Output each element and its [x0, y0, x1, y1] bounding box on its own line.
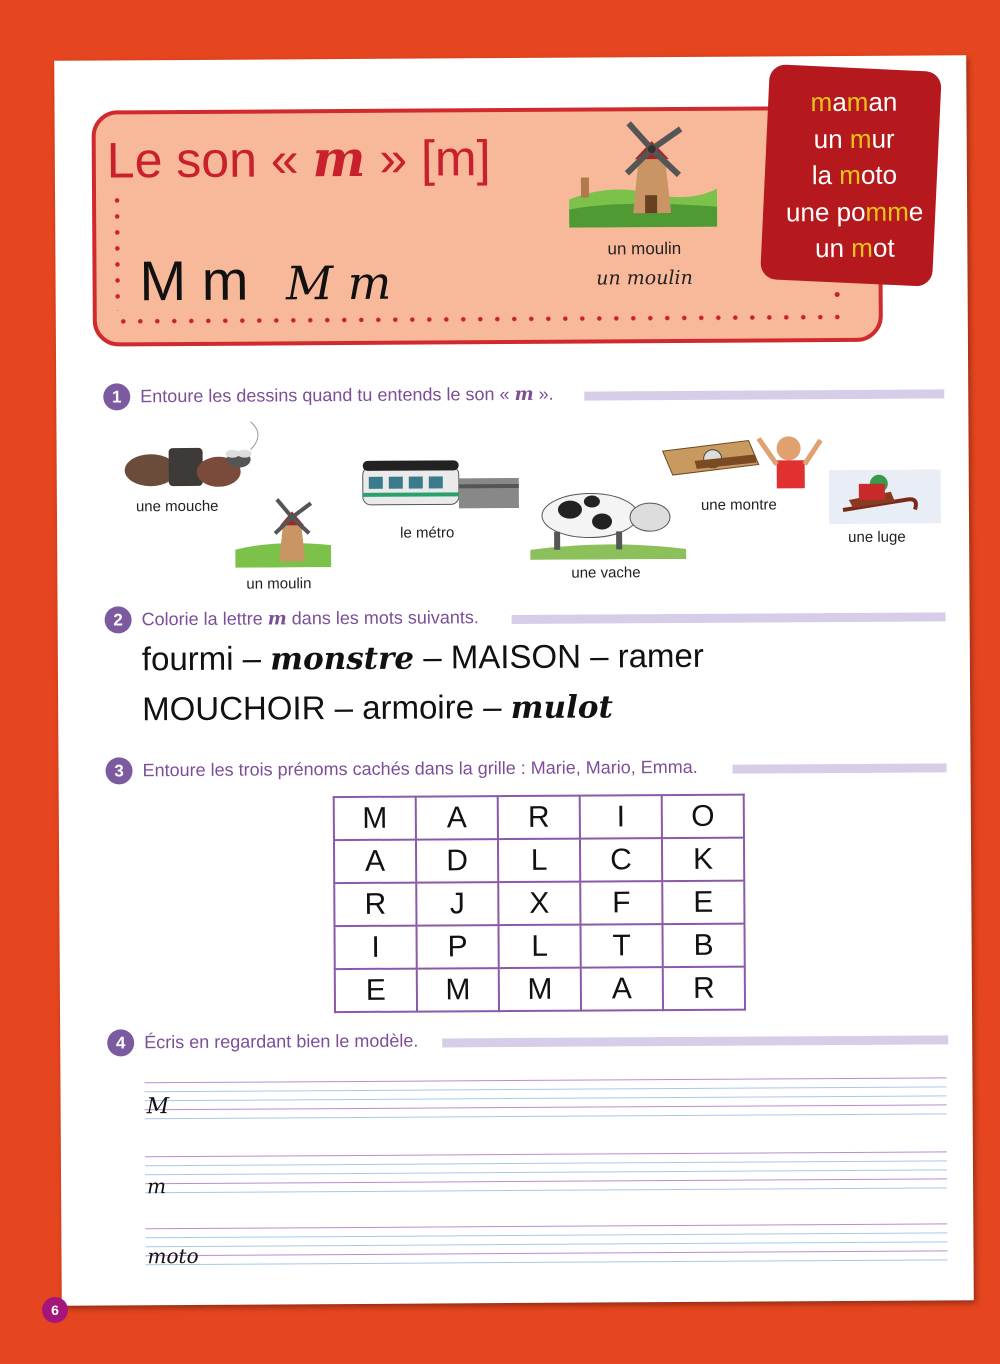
fly-icon[interactable]: [120, 419, 270, 492]
grid-cell[interactable]: R: [334, 883, 416, 927]
exercise-1-bar: [584, 389, 944, 400]
word-list: [766, 83, 942, 267]
grid-row: [334, 838, 744, 884]
model-word: moto: [147, 1243, 199, 1269]
grid-cell[interactable]: X: [498, 882, 580, 926]
sled-icon[interactable]: [829, 469, 941, 524]
exercise-3-number: 3: [105, 757, 132, 784]
grid-cell[interactable]: T: [580, 924, 662, 968]
metro-train-icon[interactable]: [361, 456, 521, 513]
word-list-item: maman: [810, 86, 898, 118]
word-list-item: une pomme: [785, 195, 924, 227]
grid-cell[interactable]: F: [580, 881, 662, 925]
cursive-letters: M m: [285, 255, 392, 311]
grid-row: [334, 881, 744, 927]
grid-row: [334, 924, 744, 970]
writing-guide-line: [145, 1241, 947, 1247]
writing-guide-line: [145, 1095, 947, 1101]
grid-row: [334, 795, 744, 841]
exercise-2-instruction: Colorie la lettre m dans les mots suivants.: [141, 607, 479, 630]
exercise-3-instruction: Entoure les trois prénoms cachés dans la grille : Marie, Mario, Emma.: [142, 756, 698, 781]
exercise-2-number: 2: [105, 606, 132, 633]
grid-cell[interactable]: A: [581, 967, 663, 1011]
writing-guide-line: [145, 1187, 947, 1193]
grid-cell[interactable]: I: [580, 795, 662, 839]
watch-icon[interactable]: [658, 426, 826, 495]
writing-guide-line: [146, 1250, 948, 1256]
model-letter: M: [146, 1094, 170, 1120]
grid-cell[interactable]: R: [498, 796, 580, 840]
word-line-1: fourmi – monstre – MAISON – ramer: [141, 636, 704, 678]
page-title: Le son « m » [m]: [106, 128, 491, 189]
writing-guide-line: [145, 1151, 947, 1157]
exercise-1-number: 1: [103, 383, 130, 410]
grid-cell[interactable]: E: [335, 969, 417, 1013]
grid-cell[interactable]: K: [662, 838, 744, 882]
writing-guide-line: [145, 1232, 947, 1238]
word-list-item: un mot: [815, 232, 895, 264]
word-line-2: MOUCHOIR – armoire – mulot: [142, 688, 613, 728]
writing-guide-line: [145, 1178, 947, 1184]
worksheet-page: [54, 55, 974, 1306]
grid-row: [335, 967, 745, 1013]
page-number: 6: [42, 1297, 68, 1323]
exercise-1-instruction: Entoure les dessins quand tu entends le son « m ».: [140, 383, 554, 407]
picture-label: le métro: [400, 524, 455, 542]
grid-cell[interactable]: R: [663, 967, 745, 1011]
grid-cell[interactable]: B: [662, 924, 744, 968]
illustration-label: un moulin: [607, 238, 682, 259]
dotted-border-vertical: [114, 192, 121, 310]
writing-lines[interactable]: [144, 1077, 947, 1272]
word-list-item: la moto: [811, 159, 898, 191]
illustration-label-cursive: un moulin: [596, 266, 693, 290]
grid-cell[interactable]: M: [499, 968, 581, 1012]
writing-guide-line: [145, 1160, 947, 1166]
picture-label: une luge: [848, 528, 906, 546]
windmill-icon: [569, 117, 718, 228]
writing-guide-line: [145, 1169, 947, 1175]
picture-label: un moulin: [246, 575, 312, 593]
writing-guide-line: [145, 1104, 947, 1110]
letter-forms: [139, 247, 391, 314]
writing-guide-line: [145, 1113, 947, 1119]
print-letters: M m: [139, 248, 249, 313]
title-cursive-letter: m: [312, 128, 366, 189]
grid-cell[interactable]: M: [334, 797, 416, 841]
grid-cell[interactable]: L: [498, 925, 580, 969]
grid-cell[interactable]: A: [334, 840, 416, 884]
grid-cell[interactable]: C: [580, 838, 662, 882]
grid-cell[interactable]: D: [416, 839, 498, 883]
model-letter: m: [147, 1174, 167, 1199]
grid-cell[interactable]: J: [416, 882, 498, 926]
grid-cell[interactable]: A: [416, 796, 498, 840]
writing-guide-line: [145, 1223, 947, 1229]
word-list-item: un mur: [813, 123, 895, 154]
windmill-icon[interactable]: [235, 495, 331, 568]
grid-cell[interactable]: I: [334, 926, 416, 970]
picture-label: une vache: [571, 564, 641, 582]
picture-label: une mouche: [135, 497, 219, 516]
exercise-4-instruction: Écris en regardant bien le modèle.: [144, 1030, 419, 1053]
writing-guide-line: [145, 1086, 947, 1092]
grid-cell[interactable]: O: [662, 795, 744, 839]
writing-guide-line: [144, 1077, 946, 1083]
dotted-border-corner: [835, 292, 840, 297]
writing-guide-line: [146, 1259, 948, 1265]
grid-cell[interactable]: L: [498, 839, 580, 883]
grid-cell[interactable]: P: [416, 925, 498, 969]
exercise-4-number: 4: [107, 1029, 134, 1056]
letter-grid: [333, 794, 746, 1014]
grid-cell[interactable]: E: [662, 881, 744, 925]
exercise-4-bar: [442, 1035, 948, 1047]
exercise-3-bar: [733, 763, 947, 773]
exercise-2-bar: [512, 612, 946, 624]
grid-cell[interactable]: M: [417, 968, 499, 1012]
picture-label: une montre: [700, 496, 777, 514]
